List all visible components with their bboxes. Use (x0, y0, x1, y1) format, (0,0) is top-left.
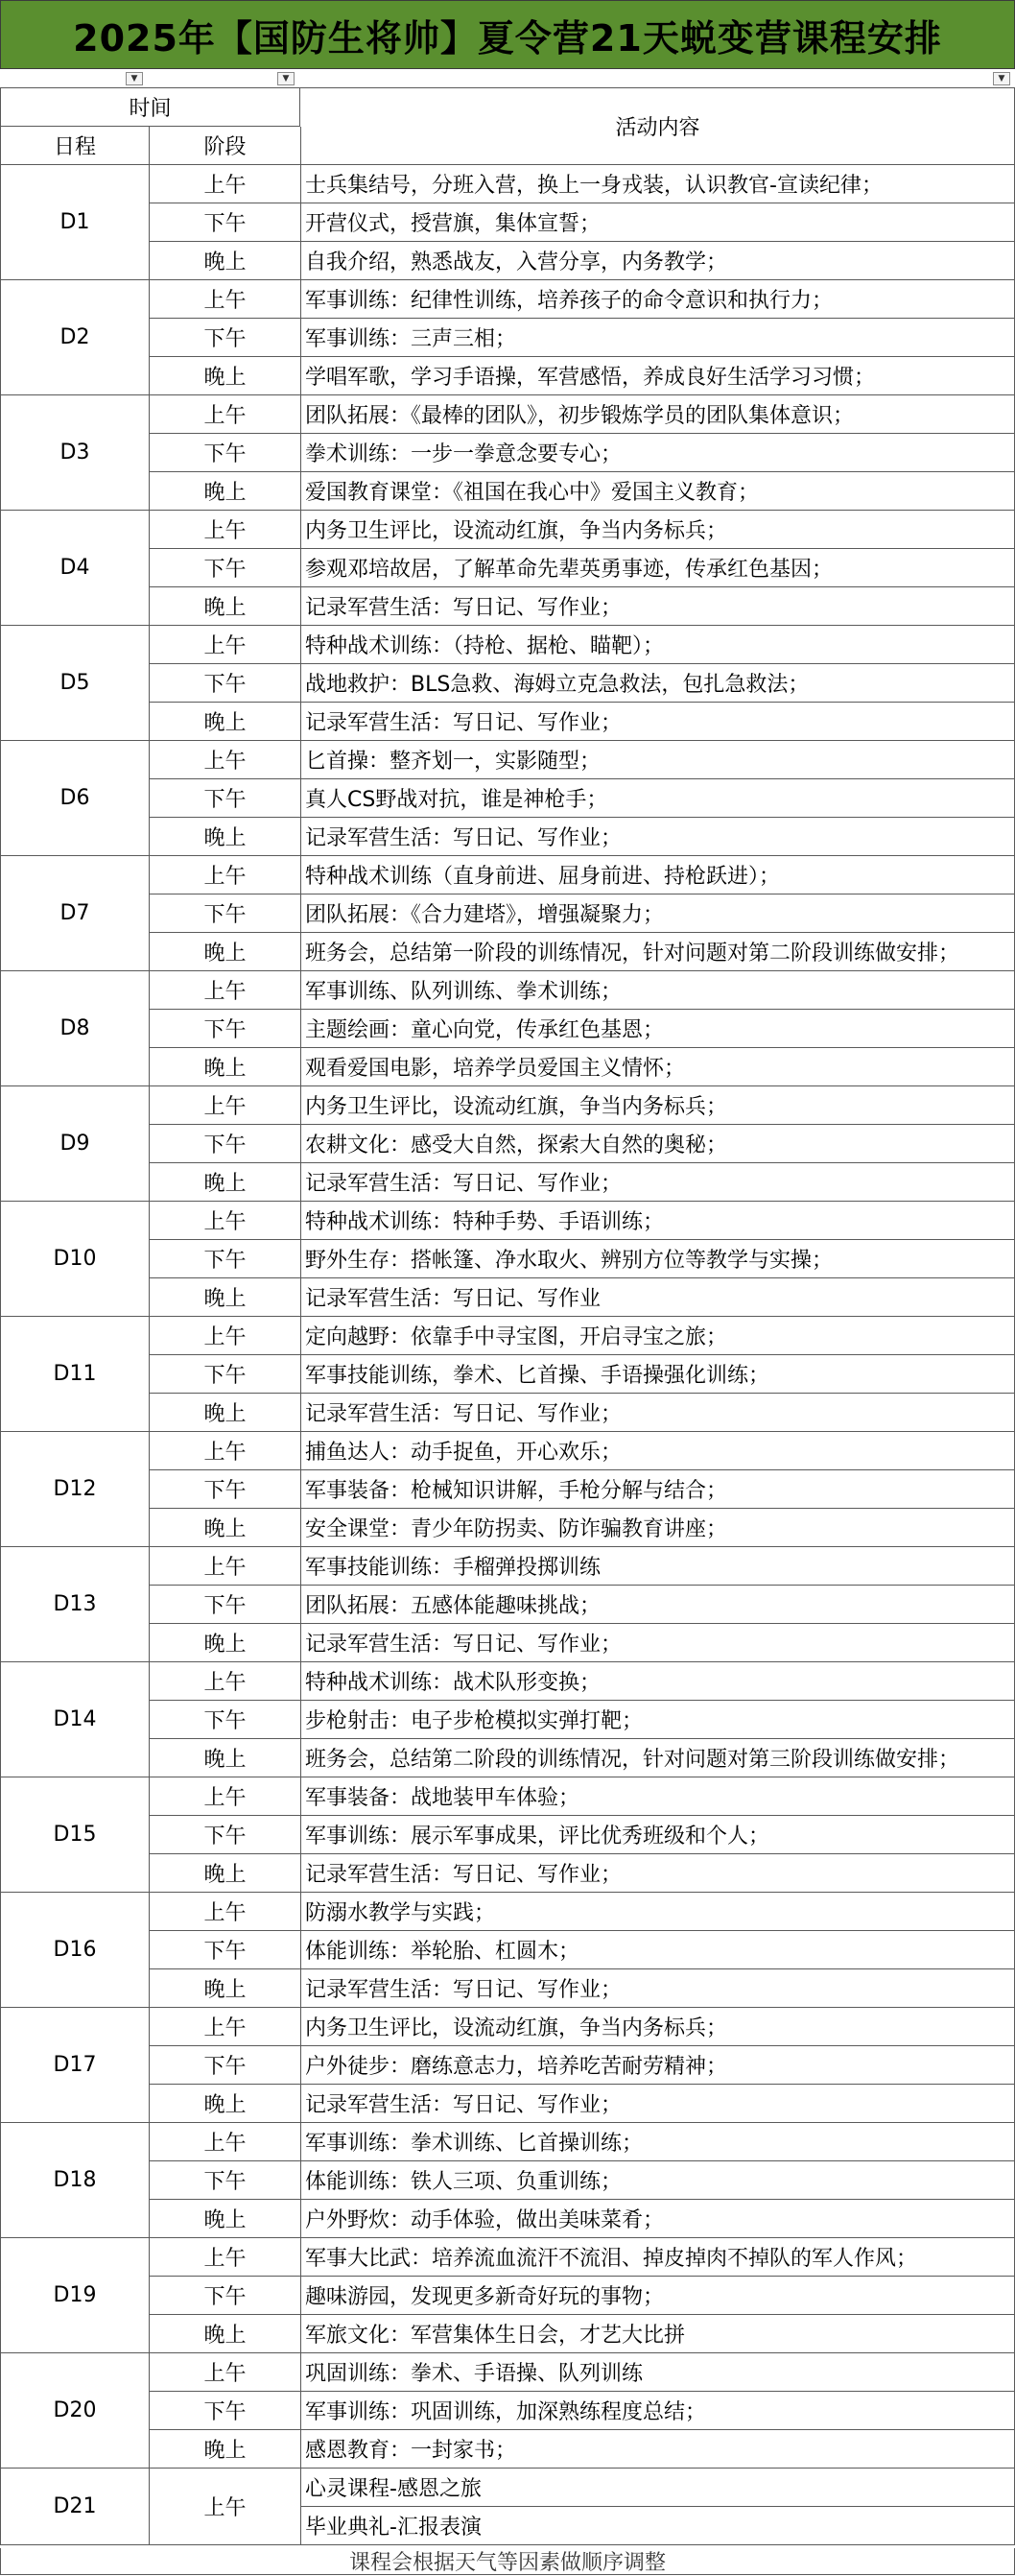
day-cell-d9[interactable]: D9 (1, 1086, 150, 1202)
period-cell[interactable]: 上午 (150, 1432, 301, 1470)
period-cell[interactable]: 下午 (150, 319, 301, 357)
period-cell[interactable]: 下午 (150, 2046, 301, 2085)
day-cell-d6[interactable]: D6 (1, 741, 150, 856)
period-cell[interactable]: 下午 (150, 1355, 301, 1394)
activity-cell[interactable]: 士兵集结号，分班入营，换上一身戎装，认识教官-宣读纪律； (301, 165, 1015, 203)
chevron-down-icon: ▼ (282, 74, 290, 83)
day-cell-d18[interactable]: D18 (1, 2123, 150, 2238)
period-cell[interactable]: 上午 (150, 2238, 301, 2277)
period-cell[interactable]: 上午 (150, 280, 301, 319)
activity-cell[interactable]: 军事装备：战地装甲车体验； (301, 1777, 1015, 1816)
period-cell[interactable]: 晚上 (150, 1048, 301, 1086)
activity-cell[interactable]: 开营仪式，授营旗，集体宣誓； (301, 203, 1015, 242)
period-cell[interactable]: 上午 (150, 1547, 301, 1586)
period-cell[interactable]: 上午 (150, 1662, 301, 1701)
activity-cell[interactable]: 记录军营生活：写日记、写作业； (301, 703, 1015, 741)
activity-cell[interactable]: 匕首操：整齐划一，实影随型； (301, 741, 1015, 779)
period-cell[interactable]: 下午 (150, 2277, 301, 2315)
header-time[interactable]: 时间 (1, 88, 300, 127)
activity-cell[interactable]: 步枪射击：电子步枪模拟实弹打靶； (301, 1701, 1015, 1739)
day-cell-d11[interactable]: D11 (1, 1317, 150, 1432)
chevron-down-icon: ▼ (998, 74, 1005, 83)
activity-cell[interactable]: 军事训练：拳术训练、匕首操训练； (301, 2123, 1015, 2161)
period-cell[interactable]: 晚上 (150, 933, 301, 971)
activity-cell[interactable]: 特种战术训练：特种手势、手语训练； (301, 1202, 1015, 1240)
header-period[interactable]: 阶段 (150, 127, 301, 165)
period-cell[interactable]: 上午 (150, 2123, 301, 2161)
day-cell-d13[interactable]: D13 (1, 1547, 150, 1662)
filter-dropdown-content[interactable] (993, 72, 1010, 85)
activity-cell[interactable]: 定向越野：依靠手中寻宝图，开启寻宝之旅； (301, 1317, 1015, 1355)
period-cell[interactable]: 晚上 (150, 587, 301, 626)
day-cell-d4[interactable]: D4 (1, 511, 150, 626)
activity-cell[interactable]: 记录军营生活：写日记、写作业； (301, 587, 1015, 626)
day-cell-d10[interactable]: D10 (1, 1202, 150, 1317)
period-cell[interactable]: 上午 (150, 626, 301, 664)
activity-cell[interactable]: 军事技能训练：手榴弹投掷训练 (301, 1547, 1015, 1586)
period-cell[interactable]: 下午 (150, 1470, 301, 1509)
activity-cell[interactable]: 军事训练：巩固训练，加深熟练程度总结； (301, 2392, 1015, 2430)
activity-cell[interactable]: 团队拓展：《最棒的团队》，初步锻炼学员的团队集体意识； (301, 395, 1015, 434)
period-cell[interactable]: 下午 (150, 549, 301, 587)
activity-cell[interactable]: 记录军营生活：写日记、写作业； (301, 2085, 1015, 2123)
filter-dropdown-period[interactable] (277, 72, 295, 85)
header-content[interactable]: 活动内容 (301, 88, 1015, 165)
activity-cell[interactable]: 内务卫生评比，设流动红旗，争当内务标兵； (301, 511, 1015, 549)
activity-cell[interactable]: 自我介绍，熟悉战友，入营分享，内务教学； (301, 242, 1015, 280)
period-cell[interactable]: 上午 (150, 511, 301, 549)
activity-cell[interactable]: 安全课堂：青少年防拐卖、防诈骗教育讲座； (301, 1509, 1015, 1547)
period-cell[interactable]: 晚上 (150, 2430, 301, 2469)
day-cell-d8[interactable]: D8 (1, 971, 150, 1086)
period-cell[interactable]: 晚上 (150, 818, 301, 856)
period-cell[interactable]: 上午 (150, 2353, 301, 2392)
activity-cell[interactable]: 团队拓展：五感体能趣味挑战； (301, 1586, 1015, 1624)
day-cell-d21[interactable]: D21 (1, 2469, 150, 2545)
period-cell[interactable]: 晚上 (150, 1854, 301, 1893)
activity-cell[interactable]: 特种战术训练：（持枪、据枪、瞄靶）； (301, 626, 1015, 664)
activity-cell[interactable]: 体能训练：举轮胎、杠圆木； (301, 1931, 1015, 1969)
activity-cell[interactable]: 内务卫生评比，设流动红旗，争当内务标兵； (301, 1086, 1015, 1125)
period-cell[interactable]: 下午 (150, 203, 301, 242)
activity-cell[interactable]: 记录军营生活：写日记、写作业； (301, 818, 1015, 856)
period-cell[interactable]: 上午 (150, 2469, 301, 2545)
activity-cell[interactable]: 毕业典礼-汇报表演 (301, 2507, 1015, 2545)
period-cell[interactable]: 晚上 (150, 2200, 301, 2238)
activity-cell[interactable]: 户外徒步：磨练意志力，培养吃苦耐劳精神； (301, 2046, 1015, 2085)
activity-cell[interactable]: 学唱军歌，学习手语操，军营感悟，养成良好生活学习习惯； (301, 357, 1015, 395)
period-cell[interactable]: 上午 (150, 971, 301, 1010)
filter-bar (0, 69, 1015, 88)
period-cell[interactable]: 上午 (150, 1202, 301, 1240)
schedule-table (0, 88, 1015, 2545)
activity-cell[interactable]: 体能训练：铁人三项、负重训练； (301, 2161, 1015, 2200)
period-cell[interactable]: 晚上 (150, 1969, 301, 2008)
day-cell-d20[interactable]: D20 (1, 2353, 150, 2469)
activity-cell[interactable]: 观看爱国电影，培养学员爱国主义情怀； (301, 1048, 1015, 1086)
period-cell[interactable]: 下午 (150, 1816, 301, 1854)
day-cell-d7[interactable]: D7 (1, 856, 150, 971)
activity-cell[interactable]: 户外野炊：动手体验，做出美味菜肴； (301, 2200, 1015, 2238)
activity-cell[interactable]: 防溺水教学与实践； (301, 1893, 1015, 1931)
activity-cell[interactable]: 特种战术训练（直身前进、屈身前进、持枪跃进）； (301, 856, 1015, 894)
activity-cell[interactable]: 军旅文化：军营集体生日会，才艺大比拼 (301, 2315, 1015, 2353)
chevron-down-icon: ▼ (130, 74, 138, 83)
activity-cell[interactable]: 捕鱼达人：动手捉鱼，开心欢乐； (301, 1432, 1015, 1470)
activity-cell[interactable]: 班务会，总结第一阶段的训练情况，针对问题对第二阶段训练做安排； (301, 933, 1015, 971)
activity-cell[interactable]: 记录军营生活：写日记、写作业； (301, 1969, 1015, 2008)
period-cell[interactable]: 晚上 (150, 1278, 301, 1317)
activity-cell[interactable]: 爱国教育课堂：《祖国在我心中》爱国主义教育； (301, 472, 1015, 511)
activity-cell[interactable]: 主题绘画：童心向党，传承红色基恩； (301, 1010, 1015, 1048)
activity-cell[interactable]: 农耕文化：感受大自然，探索大自然的奥秘； (301, 1125, 1015, 1163)
header-day[interactable]: 日程 (1, 127, 150, 165)
period-cell[interactable]: 下午 (150, 2161, 301, 2200)
period-cell[interactable]: 下午 (150, 434, 301, 472)
activity-cell[interactable]: 拳术训练：一步一拳意念要专心； (301, 434, 1015, 472)
activity-cell[interactable]: 班务会，总结第二阶段的训练情况，针对问题对第三阶段训练做安排； (301, 1739, 1015, 1777)
period-cell[interactable]: 晚上 (150, 1509, 301, 1547)
activity-cell[interactable]: 真人CS野战对抗，谁是神枪手； (301, 779, 1015, 818)
period-cell[interactable]: 下午 (150, 1586, 301, 1624)
period-cell[interactable]: 下午 (150, 664, 301, 703)
period-cell[interactable]: 上午 (150, 856, 301, 894)
activity-cell[interactable]: 记录军营生活：写日记、写作业； (301, 1163, 1015, 1202)
activity-cell[interactable]: 军事装备：枪械知识讲解，手枪分解与结合； (301, 1470, 1015, 1509)
period-cell[interactable]: 下午 (150, 1240, 301, 1278)
period-cell[interactable]: 晚上 (150, 357, 301, 395)
period-cell[interactable]: 下午 (150, 1931, 301, 1969)
period-cell[interactable]: 晚上 (150, 472, 301, 511)
period-cell[interactable]: 上午 (150, 165, 301, 203)
period-cell[interactable]: 下午 (150, 1125, 301, 1163)
period-cell[interactable]: 上午 (150, 1086, 301, 1125)
period-cell[interactable]: 下午 (150, 779, 301, 818)
activity-cell[interactable]: 记录军营生活：写日记、写作业； (301, 1394, 1015, 1432)
period-cell[interactable]: 晚上 (150, 1394, 301, 1432)
footer-note: 课程会根据天气等因素做顺序调整 (0, 2548, 1015, 2575)
period-cell[interactable]: 晚上 (150, 2085, 301, 2123)
activity-cell[interactable]: 军事大比武：培养流血流汗不流泪、掉皮掉肉不掉队的军人作风； (301, 2238, 1015, 2277)
activity-cell[interactable]: 内务卫生评比，设流动红旗，争当内务标兵； (301, 2008, 1015, 2046)
period-cell[interactable]: 晚上 (150, 242, 301, 280)
day-cell-d12[interactable]: D12 (1, 1432, 150, 1547)
day-cell-d1[interactable]: D1 (1, 165, 150, 280)
day-cell-d15[interactable]: D15 (1, 1777, 150, 1893)
activity-cell[interactable]: 军事技能训练，拳术、匕首操、手语操强化训练； (301, 1355, 1015, 1394)
activity-cell[interactable]: 记录军营生活：写日记、写作业； (301, 1624, 1015, 1662)
period-cell[interactable]: 晚上 (150, 1624, 301, 1662)
day-cell-d17[interactable]: D17 (1, 2008, 150, 2123)
activity-cell[interactable]: 趣味游园，发现更多新奇好玩的事物； (301, 2277, 1015, 2315)
activity-cell[interactable]: 战地救护：BLS急救、海姆立克急救法，包扎急救法； (301, 664, 1015, 703)
day-cell-d2[interactable]: D2 (1, 280, 150, 395)
period-cell[interactable]: 下午 (150, 1701, 301, 1739)
activity-cell[interactable]: 巩固训练：拳术、手语操、队列训练 (301, 2353, 1015, 2392)
activity-cell[interactable]: 参观邓培故居，了解革命先辈英勇事迹，传承红色基因； (301, 549, 1015, 587)
day-cell-d5[interactable]: D5 (1, 626, 150, 741)
activity-cell[interactable]: 军事训练：纪律性训练，培养孩子的命令意识和执行力； (301, 280, 1015, 319)
filter-dropdown-time[interactable] (126, 72, 143, 85)
activity-cell[interactable]: 感恩教育：一封家书； (301, 2430, 1015, 2469)
day-cell-d3[interactable]: D3 (1, 395, 150, 511)
day-cell-d19[interactable]: D19 (1, 2238, 150, 2353)
period-cell[interactable]: 晚上 (150, 2315, 301, 2353)
period-cell[interactable]: 晚上 (150, 1163, 301, 1202)
page-title: 2025年【国防生将帅】夏令营21天蜕变营课程安排 (0, 0, 1015, 69)
period-cell[interactable]: 下午 (150, 1010, 301, 1048)
activity-cell[interactable]: 心灵课程-感恩之旅 (301, 2469, 1015, 2507)
period-cell[interactable]: 晚上 (150, 1739, 301, 1777)
period-cell[interactable]: 上午 (150, 741, 301, 779)
activity-cell[interactable]: 团队拓展：《合力建塔》，增强凝聚力； (301, 894, 1015, 933)
activity-cell[interactable]: 军事训练：展示军事成果，评比优秀班级和个人； (301, 1816, 1015, 1854)
activity-cell[interactable]: 记录军营生活：写日记、写作业 (301, 1278, 1015, 1317)
period-cell[interactable]: 晚上 (150, 703, 301, 741)
period-cell[interactable]: 上午 (150, 2008, 301, 2046)
period-cell[interactable]: 下午 (150, 2392, 301, 2430)
period-cell[interactable]: 上午 (150, 1317, 301, 1355)
activity-cell[interactable]: 特种战术训练：战术队形变换； (301, 1662, 1015, 1701)
activity-cell[interactable]: 野外生存：搭帐篷、净水取火、辨别方位等教学与实操； (301, 1240, 1015, 1278)
period-cell[interactable]: 上午 (150, 395, 301, 434)
period-cell[interactable]: 上午 (150, 1893, 301, 1931)
activity-cell[interactable]: 军事训练：三声三相； (301, 319, 1015, 357)
activity-cell[interactable]: 记录军营生活：写日记、写作业； (301, 1854, 1015, 1893)
activity-cell[interactable]: 军事训练、队列训练、拳术训练； (301, 971, 1015, 1010)
day-cell-d14[interactable]: D14 (1, 1662, 150, 1777)
period-cell[interactable]: 上午 (150, 1777, 301, 1816)
day-cell-d16[interactable]: D16 (1, 1893, 150, 2008)
period-cell[interactable]: 下午 (150, 894, 301, 933)
